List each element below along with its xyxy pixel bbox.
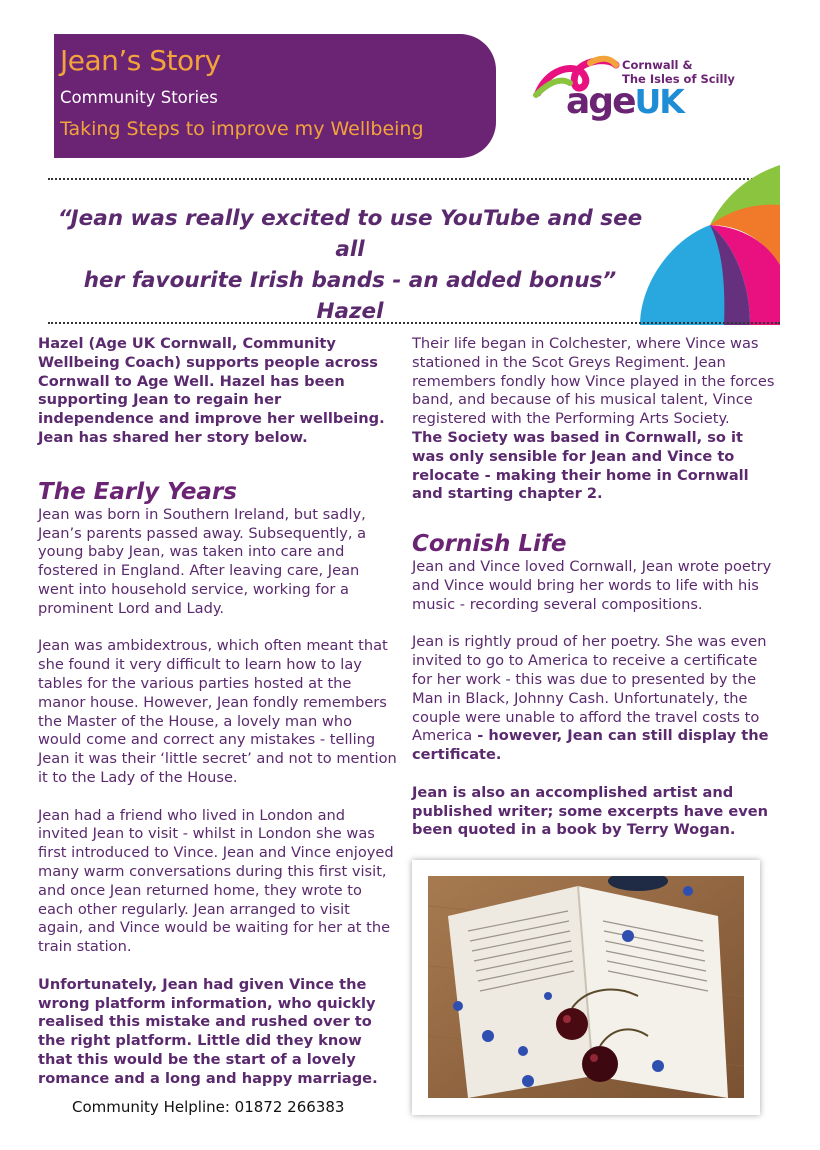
left-column	[38, 335, 398, 1088]
page-title: Jean’s Story	[60, 44, 221, 77]
pull-quote: “Jean was really excited to use YouTube and see all her favourite Irish bands - an added bonus” Hazel	[50, 203, 650, 327]
paragraph: Jean and Vince loved Cornwall, Jean wrote poetry and Vince would bring her words to life with his music - recording several compositions.	[412, 558, 772, 613]
decorative-swoosh-graphic	[640, 165, 780, 325]
paragraph: Their life began in Colchester, where Vince was stationed in the Scot Greys Regiment. Jean remembers fondly how Vince played in the forces band, and because of his musical talent, Vince registered with the Performing Arts Society.	[412, 335, 775, 428]
paragraph: Jean was ambidextrous, which often meant that she found it very difficult to learn how to lay tables for the various parties hosted at the manor house. However, Jean fondly remembers the Master of the House, a lovely man who would come and correct any mistakes - telling Jean it was their ‘little secret’ and not to mention it to the Lady of the House.	[38, 637, 397, 786]
paragraph-bold: Unfortunately, Jean had given Vince the wrong platform information, who quickly realised this mistake and rushed over to the right platform. Little did they know that this would be the start of a lovely romance and a long and happy marriage.	[38, 975, 378, 1087]
quote-author: Hazel	[316, 299, 384, 324]
right-column	[412, 335, 777, 840]
paragraph: Jean is rightly proud of her poetry. She was even invited to go to America to receive a certificate for her work - this was due to presented by the Man in Black, Johnny Cash. Unfortunately, the couple were unable to afford the travel costs to America - however, Jean can still display the certificate.	[412, 633, 769, 764]
logo-org-name: Cornwall & The Isles of Scilly	[622, 58, 735, 86]
section-heading-cornish-life: Cornish Life	[412, 531, 567, 558]
logo-wordmark: ageUK	[566, 81, 683, 122]
community-helpline: Community Helpline: 01872 266383	[72, 1098, 345, 1116]
photo-frame	[412, 860, 760, 1115]
page-tagline: Taking Steps to improve my Wellbeing	[60, 118, 424, 140]
intro-paragraph: Hazel (Age UK Cornwall, Community Wellbeing Coach) supports people across Cornwall to Age Well. Hazel has been supporting Jean to regain her independence and improve her wellbeing. Jean has shared her story below.	[38, 335, 385, 446]
age-uk-logo	[530, 55, 750, 135]
book-and-cherries-photo	[428, 876, 744, 1098]
page-subtitle: Community Stories	[60, 88, 218, 107]
paragraph-bold: Jean is also an accomplished artist and published writer; some excerpts have even been quoted in a book by Terry Wogan.	[412, 783, 769, 839]
section-heading-early-years: The Early Years	[38, 478, 237, 505]
paragraph-bold: The Society was based in Cornwall, so it was only sensible for Jean and Vince to relocate - making their home in Cornwall and starting chapter 2.	[412, 428, 749, 503]
paragraph: Jean had a friend who lived in London and invited Jean to visit - whilst in London she was first introduced to Vince. Jean and Vince enjoyed many warm conversations during this first visit, and once Jean returned home, they wrote to each other regularly. Jean arranged to visit again, and Vince would be waiting for her at the train station.	[38, 806, 394, 956]
paragraph: Jean was born in Southern Ireland, but sadly, Jean’s parents passed away. Subsequently, a young baby Jean, was taken into care and fostered in England. After leaving care, Jean went into household service, working for a prominent Lord and Lady.	[38, 505, 367, 617]
divider-bottom	[48, 322, 780, 324]
header-banner	[54, 34, 496, 158]
